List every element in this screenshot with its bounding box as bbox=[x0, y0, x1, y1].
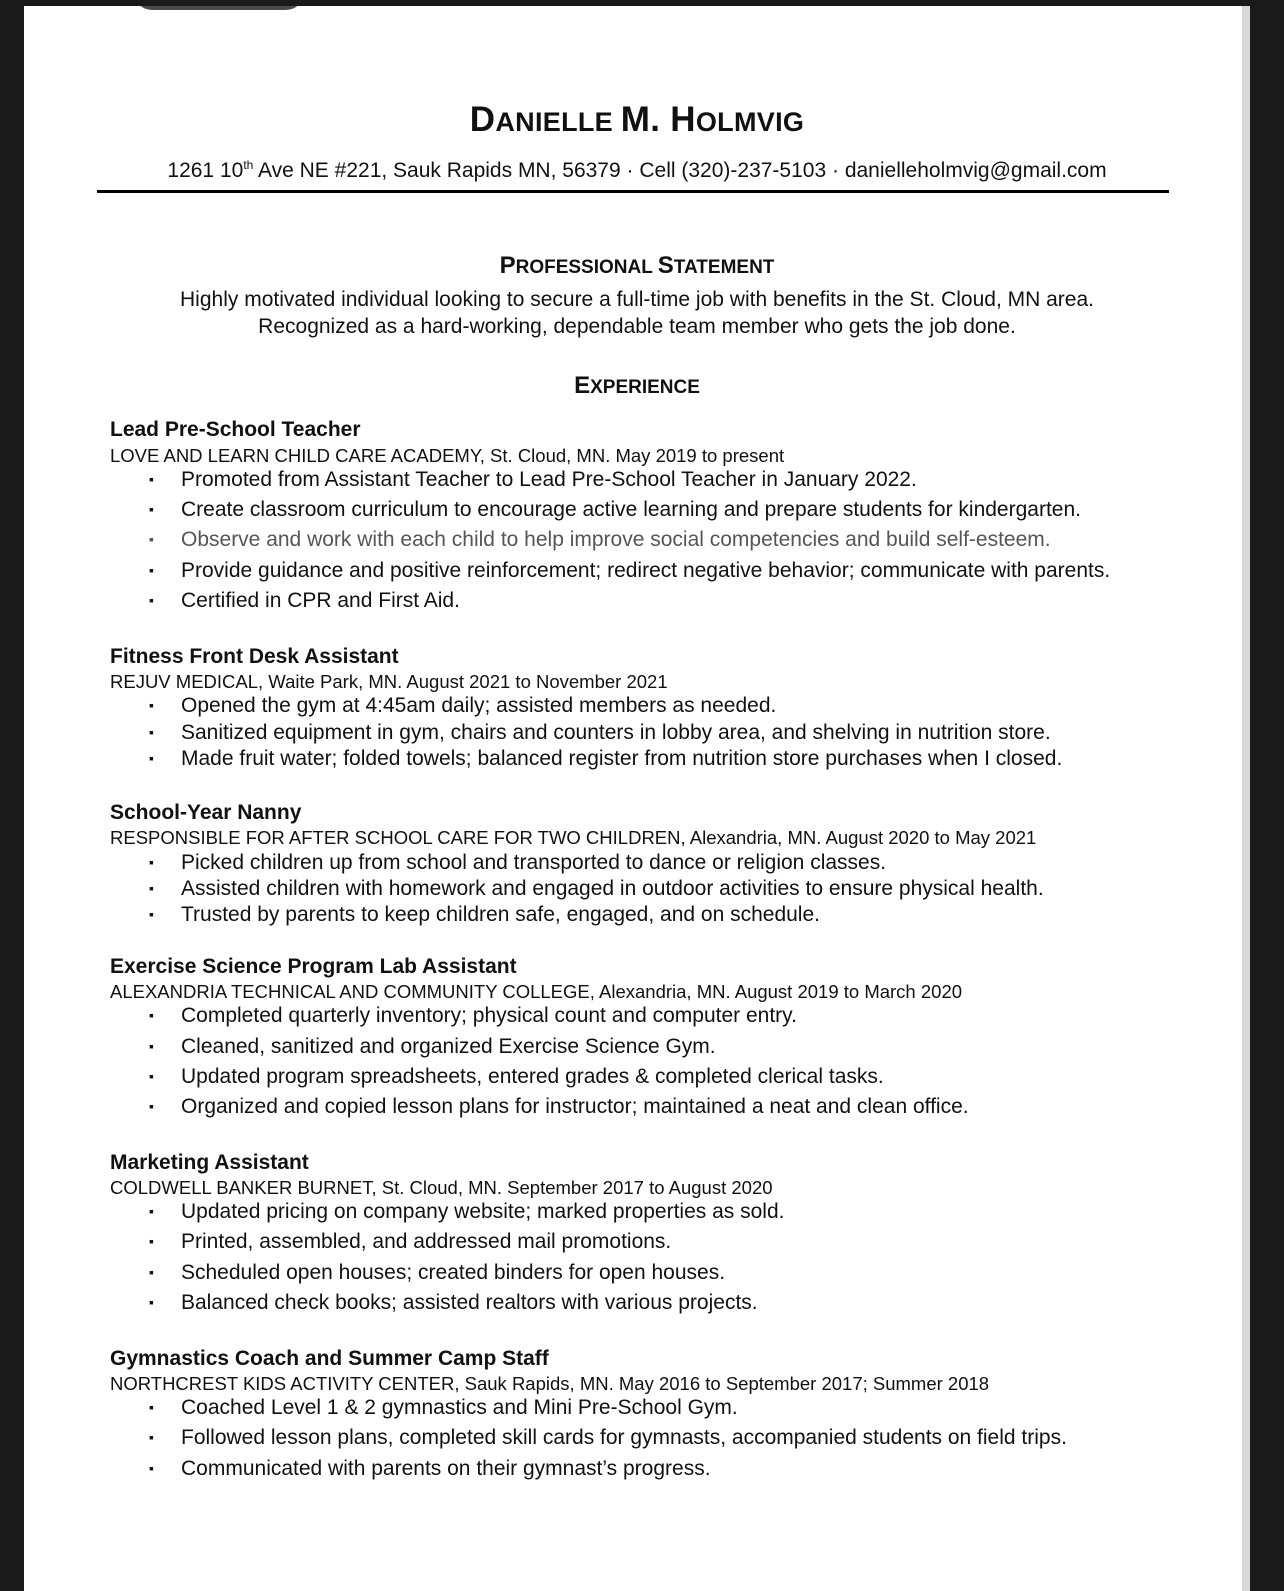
bullet-marker: ▪ bbox=[149, 562, 154, 578]
job-title: Marketing Assistant bbox=[110, 1151, 309, 1174]
bullet-marker: ▪ bbox=[149, 531, 154, 547]
contact-separator: · bbox=[831, 159, 839, 182]
address-ordinal: th bbox=[243, 158, 254, 172]
bullet-text: Followed lesson plans, completed skill cards for gymnasts, accompanied students on field trips. bbox=[181, 1426, 1067, 1449]
job-bullet bbox=[149, 1426, 1067, 1450]
job-title: Exercise Science Program Lab Assistant bbox=[110, 955, 517, 978]
job-employer: LOVE AND LEARN CHILD CARE ACADEMY, St. Cloud, MN. May 2019 to present bbox=[110, 445, 785, 466]
job-bullet bbox=[149, 528, 1051, 552]
bullet-marker: ▪ bbox=[149, 880, 154, 896]
job-bullet bbox=[149, 694, 776, 718]
job-bullet bbox=[149, 1200, 784, 1224]
bullet-text: Coached Level 1 & 2 gymnastics and Mini Pre-School Gym. bbox=[181, 1396, 738, 1419]
bullet-marker: ▪ bbox=[149, 471, 154, 487]
cell-phone: Cell (320)-237-5103 bbox=[639, 159, 827, 182]
bullet-marker: ▪ bbox=[149, 1007, 154, 1023]
job-bullet bbox=[149, 1035, 716, 1059]
bullet-text: Updated pricing on company website; marked properties as sold. bbox=[181, 1200, 785, 1223]
bullet-text: Completed quarterly inventory; physical count and computer entry. bbox=[181, 1004, 797, 1027]
bullet-text: Balanced check books; assisted realtors with various projects. bbox=[181, 1291, 758, 1314]
job-bullet bbox=[149, 1291, 758, 1315]
contact-line bbox=[24, 158, 1250, 183]
job-bullet bbox=[149, 1230, 671, 1254]
bullet-text: Create classroom curriculum to encourage active learning and prepare students for kindergarten. bbox=[181, 498, 1081, 521]
bullet-marker: ▪ bbox=[149, 1399, 154, 1415]
bullet-text: Communicated with parents on their gymnast’s progress. bbox=[181, 1457, 711, 1480]
job-bullet bbox=[149, 903, 820, 927]
job-bullet bbox=[149, 498, 1081, 522]
job-employer: ALEXANDRIA TECHNICAL AND COMMUNITY COLLEGE, Alexandria, MN. August 2019 to March 2020 bbox=[110, 981, 963, 1002]
bullet-marker: ▪ bbox=[149, 750, 154, 766]
header-divider bbox=[97, 190, 1169, 193]
statement-line: Recognized as a hard-working, dependable team member who gets the job done. bbox=[258, 315, 1016, 338]
email-address: danielleholmvig@gmail.com bbox=[844, 159, 1107, 182]
name-initial-first: D bbox=[469, 100, 496, 139]
bullet-text: Sanitized equipment in gym, chairs and counters in lobby area, and shelving in nutrition store. bbox=[181, 721, 1051, 744]
bullet-text: Certified in CPR and First Aid. bbox=[181, 589, 460, 612]
bullet-marker: ▪ bbox=[149, 1203, 154, 1219]
job-bullet bbox=[149, 1261, 725, 1285]
job-employer: COLDWELL BANKER BURNET, St. Cloud, MN. September 2017 to August 2020 bbox=[110, 1177, 773, 1198]
job-bullet bbox=[149, 877, 1044, 901]
bullet-marker: ▪ bbox=[149, 906, 154, 922]
job-bullet bbox=[149, 468, 917, 492]
bullet-text: Provide guidance and positive reinforcement; redirect negative behavior; communicate with parents. bbox=[181, 559, 1111, 582]
job-bullet bbox=[149, 1457, 711, 1481]
statement-line: Highly motivated individual looking to secure a full-time job with benefits in the St. Cloud, MN area. bbox=[180, 288, 1094, 311]
job-bullet bbox=[149, 1065, 884, 1089]
bullet-marker: ▪ bbox=[149, 1038, 154, 1054]
bullet-text: Made fruit water; folded towels; balanced register from nutrition store purchases when I closed. bbox=[181, 747, 1063, 770]
job-title: Lead Pre-School Teacher bbox=[110, 418, 361, 441]
professional-statement-heading bbox=[24, 252, 1250, 280]
bullet-marker: ▪ bbox=[149, 854, 154, 870]
candidate-name bbox=[24, 100, 1250, 140]
heading-rest: ROFESSIONAL bbox=[515, 257, 658, 278]
job-bullet bbox=[149, 559, 1110, 583]
bullet-marker: ▪ bbox=[149, 1460, 154, 1476]
job-bullet bbox=[149, 1004, 797, 1028]
heading-rest: TATEMENT bbox=[673, 257, 775, 278]
address-rest: Ave NE #221, Sauk Rapids MN, 56379 bbox=[253, 159, 621, 182]
page-edge bbox=[1242, 6, 1250, 1591]
job-bullet bbox=[149, 589, 460, 613]
bullet-text: Cleaned, sanitized and organized Exercise Science Gym. bbox=[181, 1035, 716, 1058]
contact-separator: · bbox=[626, 159, 634, 182]
bullet-text: Organized and copied lesson plans for instructor; maintained a neat and clean office. bbox=[181, 1095, 969, 1118]
name-initial-last: M. H bbox=[620, 100, 696, 139]
job-bullet bbox=[149, 747, 1062, 771]
bullet-marker: ▪ bbox=[149, 1068, 154, 1084]
job-bullet bbox=[149, 1095, 969, 1119]
resume-page bbox=[24, 6, 1250, 1591]
bullet-text: Updated program spreadsheets, entered grades & completed clerical tasks. bbox=[181, 1065, 884, 1088]
heading-initial: P bbox=[499, 252, 516, 279]
job-title: Fitness Front Desk Assistant bbox=[110, 645, 399, 668]
viewer-tab-shape bbox=[134, 6, 304, 10]
job-title: School-Year Nanny bbox=[110, 801, 302, 824]
job-bullet bbox=[149, 1396, 738, 1420]
bullet-marker: ▪ bbox=[149, 592, 154, 608]
bullet-marker: ▪ bbox=[149, 697, 154, 713]
bullet-text: Assisted children with homework and engaged in outdoor activities to ensure physical health. bbox=[181, 877, 1044, 900]
heading-initial: S bbox=[657, 252, 674, 279]
bullet-text: Trusted by parents to keep children safe, engaged, and on schedule. bbox=[181, 903, 820, 926]
experience-heading bbox=[24, 372, 1250, 400]
heading-rest: XPERIENCE bbox=[590, 377, 700, 398]
bullet-text: Opened the gym at 4:45am daily; assisted members as needed. bbox=[181, 694, 777, 717]
job-bullet bbox=[149, 721, 1051, 745]
job-employer: RESPONSIBLE FOR AFTER SCHOOL CARE FOR TWO CHILDREN, Alexandria, MN. August 2020 to May 2021 bbox=[110, 827, 1037, 848]
bullet-marker: ▪ bbox=[149, 1429, 154, 1445]
bullet-marker: ▪ bbox=[149, 1233, 154, 1249]
job-employer: REJUV MEDICAL, Waite Park, MN. August 2021 to November 2021 bbox=[110, 671, 668, 692]
bullet-text: Observe and work with each child to help improve social competencies and build self-esteem. bbox=[181, 528, 1051, 551]
job-employer: NORTHCREST KIDS ACTIVITY CENTER, Sauk Rapids, MN. May 2016 to September 2017; Summer 2018 bbox=[110, 1373, 990, 1394]
bullet-text: Promoted from Assistant Teacher to Lead Pre-School Teacher in January 2022. bbox=[181, 468, 917, 491]
address-number: 1261 10 bbox=[167, 159, 244, 182]
bullet-text: Printed, assembled, and addressed mail promotions. bbox=[181, 1230, 672, 1253]
bullet-marker: ▪ bbox=[149, 1294, 154, 1310]
job-bullet bbox=[149, 851, 886, 875]
bullet-text: Picked children up from school and transported to dance or religion classes. bbox=[181, 851, 887, 874]
name-last-rest: OLMVIG bbox=[695, 107, 805, 137]
job-title: Gymnastics Coach and Summer Camp Staff bbox=[110, 1347, 549, 1370]
heading-initial: E bbox=[574, 372, 591, 399]
bullet-marker: ▪ bbox=[149, 1098, 154, 1114]
name-first-rest: ANIELLE bbox=[495, 107, 621, 137]
bullet-marker: ▪ bbox=[149, 724, 154, 740]
bullet-text: Scheduled open houses; created binders for open houses. bbox=[181, 1261, 726, 1284]
bullet-marker: ▪ bbox=[149, 1264, 154, 1280]
bullet-marker: ▪ bbox=[149, 501, 154, 517]
